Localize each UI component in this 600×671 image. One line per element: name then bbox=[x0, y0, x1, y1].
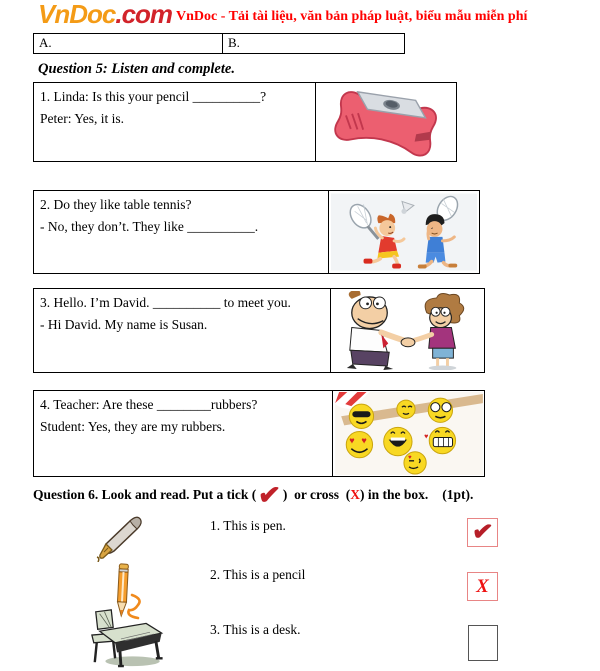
question5-row-3 bbox=[33, 288, 485, 373]
tick-mark-icon: ✔ bbox=[470, 517, 495, 548]
school-desk-icon bbox=[74, 606, 164, 668]
answer-cell-a[interactable]: A. bbox=[34, 34, 223, 53]
fountain-pen-icon bbox=[90, 510, 148, 562]
svg-text:♥: ♥ bbox=[360, 435, 367, 446]
svg-text:♥: ♥ bbox=[407, 454, 412, 461]
vndoc-logo bbox=[38, 0, 172, 28]
dialog-line: 4. Teacher: Are these ________rubbers? bbox=[40, 397, 258, 412]
fountain-pen-image bbox=[90, 510, 148, 567]
answer-cell-b[interactable]: B. bbox=[228, 35, 240, 50]
cross-mark-icon: X bbox=[476, 576, 489, 597]
question5-row-1-text bbox=[34, 83, 316, 161]
dialog-line: 1. Linda: Is this your pencil __________? bbox=[40, 89, 267, 104]
question5-row-4 bbox=[33, 390, 485, 477]
handshake-icon bbox=[334, 291, 482, 370]
dialog-line: Student: Yes, they are my rubbers. bbox=[40, 419, 226, 434]
logo-text-orange: VnDoc bbox=[38, 0, 116, 29]
man-woman-handshake-image bbox=[331, 289, 484, 372]
dialog-line: 2. Do they like table tennis? bbox=[40, 197, 192, 212]
badminton-kids-icon bbox=[331, 193, 477, 271]
question5-row-4-text bbox=[34, 391, 333, 476]
logo-text-red: .com bbox=[115, 0, 173, 29]
children-playing-badminton-image bbox=[329, 191, 479, 273]
smiley-erasers-icon bbox=[335, 392, 483, 475]
dialog-line: - Hi David. My name is Susan. bbox=[40, 317, 208, 332]
question6-heading-text: Question 6. Look and read. Put a tick ( bbox=[33, 487, 257, 502]
school-desk-image bbox=[74, 606, 164, 671]
question6-item-2-label: 2. This is a pencil bbox=[210, 567, 306, 582]
pencil-sharpener-icon bbox=[320, 85, 452, 159]
answer-ab-table bbox=[33, 33, 405, 54]
tick-icon: ✔ bbox=[257, 479, 282, 511]
question5-row-2-text bbox=[34, 191, 329, 273]
question5-heading: Question 5: Listen and complete. bbox=[38, 61, 235, 77]
dialog-line: 3. Hello. I’m David. __________ to meet you. bbox=[40, 295, 291, 310]
dialog-line: Peter: Yes, it is. bbox=[40, 111, 125, 126]
question5-row-3-text bbox=[34, 289, 331, 372]
question6-points: (1pt). bbox=[442, 487, 474, 502]
question5-row-1 bbox=[33, 82, 457, 162]
smiley-face-erasers-image bbox=[333, 391, 484, 476]
question6-item-3-label: 3. This is a desk. bbox=[210, 622, 301, 637]
question6-heading bbox=[33, 479, 474, 511]
dialog-line: - No, they don’t. They like __________. bbox=[40, 219, 259, 234]
question6-item-1-answer-box[interactable] bbox=[467, 518, 498, 547]
question6-item-1-label: 1. This is pen. bbox=[210, 518, 286, 533]
header-tagline: VnDoc - Tải tài liệu, văn bản pháp luật, biểu mẫu miễn phí bbox=[176, 9, 528, 24]
cross-icon: X bbox=[350, 487, 361, 502]
svg-text:♥: ♥ bbox=[423, 432, 428, 441]
question6-heading-text: ) or cross ( bbox=[282, 487, 351, 502]
question6-item-3-answer-box[interactable] bbox=[468, 625, 498, 661]
pencil-sharpener-image bbox=[316, 83, 456, 161]
question6-heading-text: ) in the box. bbox=[360, 487, 429, 502]
question5-row-2 bbox=[33, 190, 480, 274]
question6-item-2-answer-box[interactable] bbox=[467, 572, 498, 601]
svg-text:♥: ♥ bbox=[348, 435, 355, 446]
